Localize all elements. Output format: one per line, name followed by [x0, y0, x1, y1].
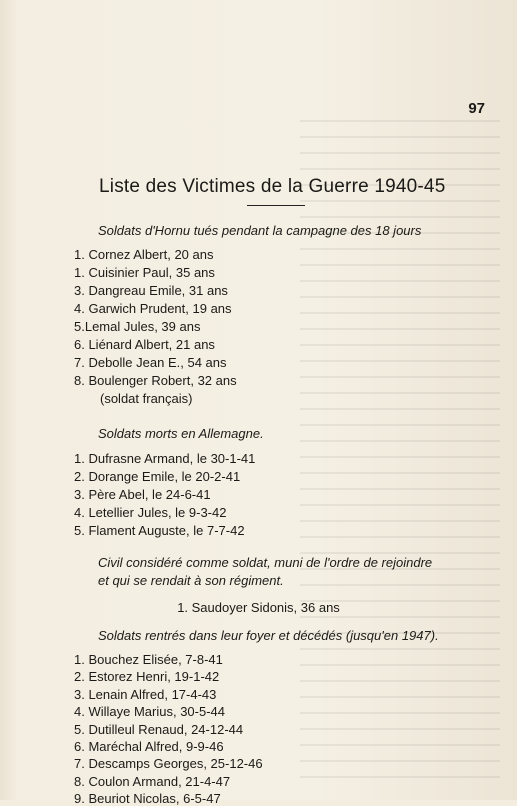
- list-item: 6. Maréchal Alfred, 9-9-46: [74, 739, 224, 754]
- list-item: 1. Dufrasne Armand, le 30-1-41: [74, 451, 256, 466]
- section-heading-civil-line-1: Civil considéré comme soldat, muni de l'ordre de rejoindre: [98, 555, 433, 570]
- list-item: 9. Beuriot Nicolas, 6-5-47: [74, 791, 221, 806]
- section-heading-campaign: Soldats d'Hornu tués pendant la campagne des 18 jours: [98, 223, 422, 238]
- section-heading-germany: Soldats morts en Allemagne.: [98, 426, 264, 441]
- list-item: 1. Saudoyer Sidonis, 36 ans: [177, 600, 340, 615]
- list-item: 1. Cuisinier Paul, 35 ans: [74, 265, 215, 280]
- page-number: 97: [468, 100, 485, 117]
- list-item: 2. Dorange Emile, le 20-2-41: [74, 469, 241, 484]
- list-item: 5. Flament Auguste, le 7-7-42: [74, 523, 245, 538]
- section-heading-returned: Soldats rentrés dans leur foyer et décédés (jusqu'en 1947).: [98, 628, 439, 643]
- list-item: 5. Dutilleul Renaud, 24-12-44: [74, 721, 244, 737]
- list-item: 8. Boulenger Robert, 32 ans: [74, 373, 237, 388]
- section-heading-civil-line-2: et qui se rendait à son régiment.: [98, 573, 284, 588]
- list-item: 8. Coulon Armand, 21-4-47: [74, 773, 231, 789]
- list-item: 1. Bouchez Elisée, 7-8-41: [74, 652, 223, 667]
- list-item: 6. Liénard Albert, 21 ans: [74, 337, 215, 352]
- list-item: 3. Dangreau Emile, 31 ans: [74, 283, 228, 298]
- list-item: 3. Père Abel, le 24-6-41: [74, 487, 211, 502]
- list-item: 4. Garwich Prudent, 19 ans: [74, 301, 232, 316]
- list-item: 7. Debolle Jean E., 54 ans: [74, 355, 227, 370]
- list-item: 1. Cornez Albert, 20 ans: [74, 247, 214, 262]
- list-item: 5.Lemal Jules, 39 ans: [74, 319, 201, 334]
- list-item-note: (soldat français): [100, 391, 193, 406]
- show-through-text: [300, 120, 500, 780]
- title-underline: [247, 205, 305, 206]
- page-title: Liste des Victimes de la Guerre 1940-45: [99, 176, 446, 197]
- list-item: 3. Lenain Alfred, 17-4-43: [74, 686, 217, 702]
- list-item: 7. Descamps Georges, 25-12-46: [74, 756, 263, 772]
- list-item: 4. Willaye Marius, 30-5-44: [74, 704, 225, 720]
- list-item: 2. Estorez Henri, 19-1-42: [74, 669, 220, 685]
- list-item: 4. Letellier Jules, le 9-3-42: [74, 505, 227, 520]
